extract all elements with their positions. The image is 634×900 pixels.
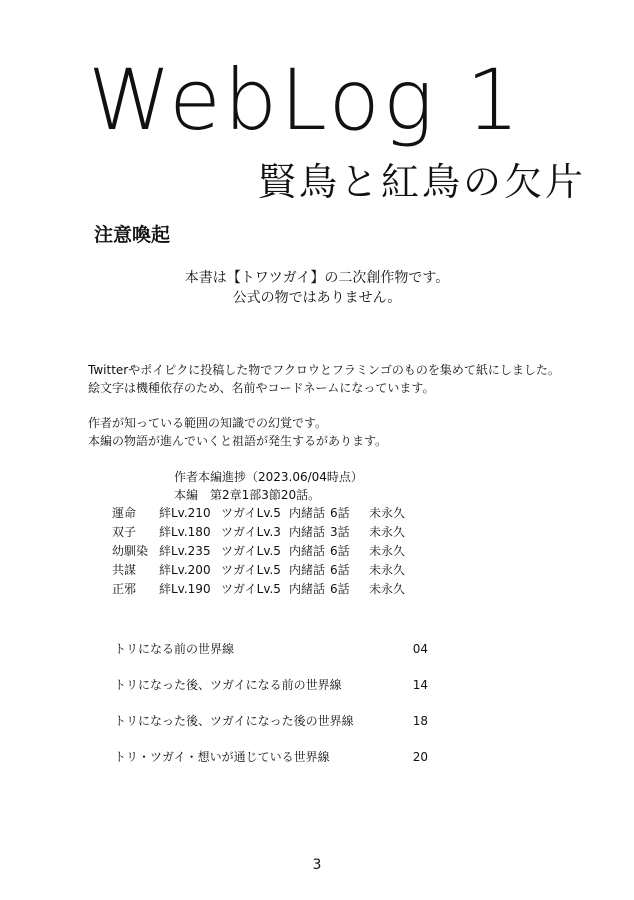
episode-count: 6話 xyxy=(330,544,350,558)
toc-entry[interactable] xyxy=(114,640,434,676)
toc-entry[interactable] xyxy=(114,748,434,784)
tsugai-level: ツガイLv.5 xyxy=(221,544,281,558)
history-type: 内緒話 xyxy=(289,525,326,539)
tsugai-level: ツガイLv.5 xyxy=(221,506,281,520)
status-value: 未永久 xyxy=(369,563,406,577)
caution-line: 公式の物ではありません。 xyxy=(232,290,402,306)
table-row xyxy=(112,503,405,522)
caution-heading: 注意喚起 xyxy=(94,224,171,246)
toc-entry-page: 18 xyxy=(412,714,428,728)
episode-count: 3話 xyxy=(330,525,350,539)
kizuna-level: 絆Lv.190 xyxy=(159,582,211,596)
progress-main-story: 本編 第2章1部3節20話。 xyxy=(174,488,321,502)
book-title: WebLog 1 xyxy=(88,51,523,149)
toc-entry[interactable] xyxy=(114,712,434,748)
pair-name: 運命 xyxy=(112,506,137,520)
toc-entry[interactable] xyxy=(114,676,434,712)
history-type: 内緒話 xyxy=(289,506,326,520)
toc-entry-page: 04 xyxy=(412,642,428,656)
episode-count: 6話 xyxy=(330,582,350,596)
kizuna-level: 絆Lv.200 xyxy=(159,563,211,577)
kizuna-level: 絆Lv.180 xyxy=(159,525,211,539)
notes-line: 作者が知っている範囲の知識での幻覚です。 xyxy=(88,416,328,430)
notes-paragraph-2 xyxy=(88,414,387,450)
tsugai-level: ツガイLv.3 xyxy=(221,525,281,539)
table-row xyxy=(112,579,405,598)
caution-notice xyxy=(0,268,634,308)
pair-name: 幼馴染 xyxy=(112,544,149,558)
table-row xyxy=(112,560,405,579)
toc-entry-title: トリになった後、ツガイになった後の世界線 xyxy=(114,714,354,728)
toc-entry-title: トリになった後、ツガイになる前の世界線 xyxy=(114,678,342,692)
table-row xyxy=(112,522,405,541)
progress-heading: 作者本編進捗（2023.06/04時点） xyxy=(174,470,363,484)
book-subtitle: 賢鳥と紅鳥の欠片 xyxy=(258,160,587,204)
status-value: 未永久 xyxy=(369,544,406,558)
page-number: 3 xyxy=(312,857,322,873)
toc-entry-title: トリ・ツガイ・想いが通じている世界線 xyxy=(114,750,330,764)
notes-line: 絵文字は機種依存のため、名前やコードネームになっています。 xyxy=(88,381,435,395)
table-row xyxy=(112,541,405,560)
notes-line: 本編の物語が進んでいくと祖語が発生するがあります。 xyxy=(88,434,388,448)
history-type: 内緒話 xyxy=(289,563,326,577)
toc-entry-page: 14 xyxy=(412,678,428,692)
caution-line: 本書は【トワツガイ】の二次創作物です。 xyxy=(184,270,450,286)
episode-count: 6話 xyxy=(330,563,350,577)
tsugai-level: ツガイLv.5 xyxy=(221,563,281,577)
toc-entry-page: 20 xyxy=(412,750,428,764)
progress-table xyxy=(112,503,405,598)
kizuna-level: 絆Lv.235 xyxy=(159,544,211,558)
tsugai-level: ツガイLv.5 xyxy=(221,582,281,596)
status-value: 未永久 xyxy=(369,525,406,539)
episode-count: 6話 xyxy=(330,506,350,520)
history-type: 内緒話 xyxy=(289,582,326,596)
status-value: 未永久 xyxy=(369,506,406,520)
toc-entry-title: トリになる前の世界線 xyxy=(114,642,235,656)
pair-name: 双子 xyxy=(112,525,137,539)
notes-line: Twitterやポイピクに投稿した物でフクロウとフラミンゴのものを集めて紙にしました。 xyxy=(88,363,560,377)
kizuna-level: 絆Lv.210 xyxy=(159,506,211,520)
pair-name: 正邪 xyxy=(112,582,137,596)
notes-paragraph-1 xyxy=(88,361,560,397)
status-value: 未永久 xyxy=(369,582,406,596)
table-of-contents xyxy=(114,640,434,784)
pair-name: 共謀 xyxy=(112,563,137,577)
history-type: 内緒話 xyxy=(289,544,326,558)
